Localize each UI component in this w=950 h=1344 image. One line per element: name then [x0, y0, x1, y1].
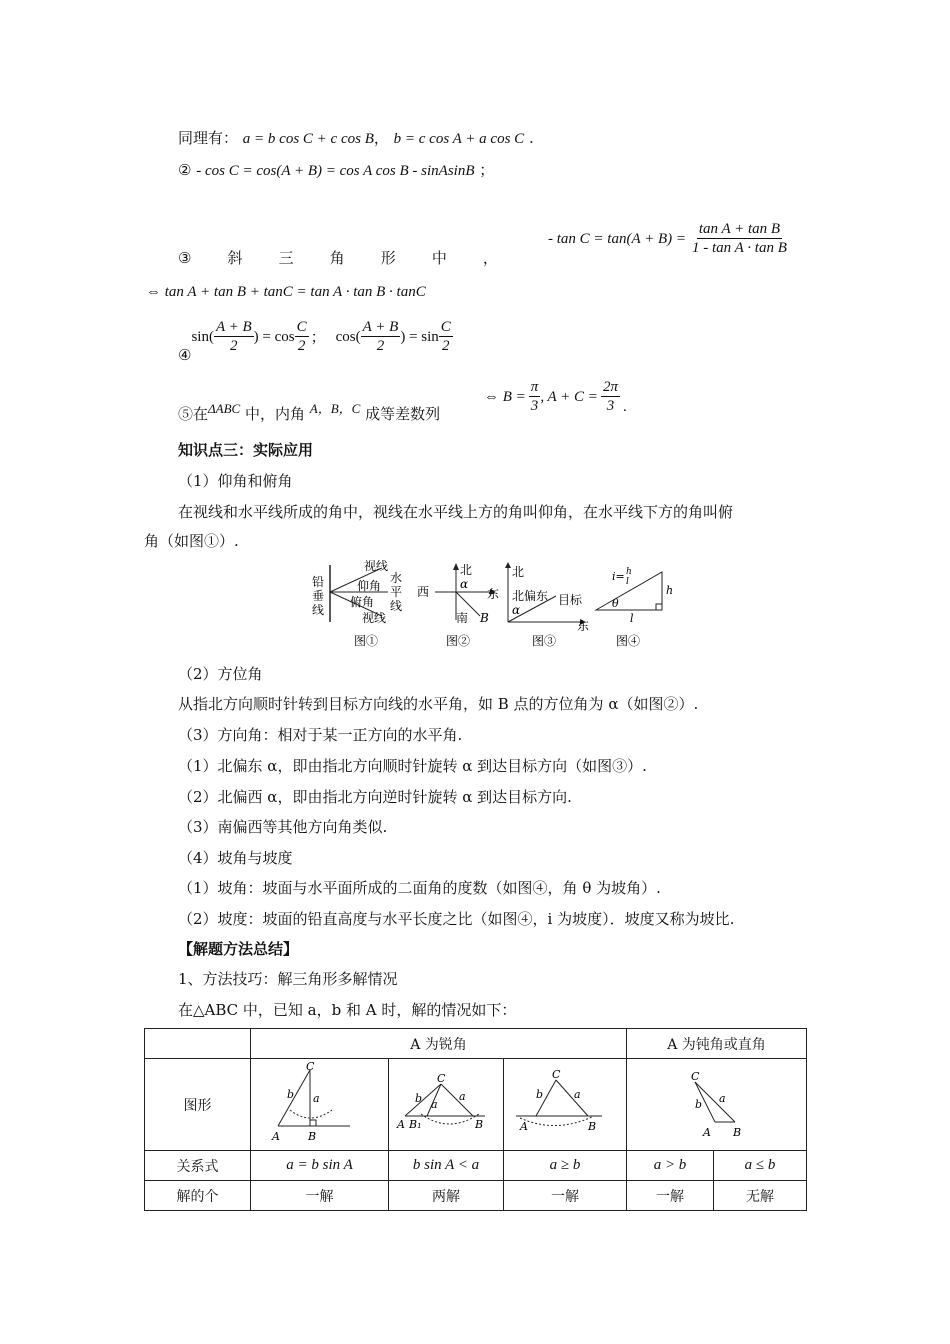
semicolon: ； [479, 161, 495, 179]
formula-line-5-text [178, 401, 441, 425]
tan-sum-identity: ⇔ tan A + tan B + tanC = tan A · tan B · tanC [146, 284, 426, 300]
fig-cell-1 [251, 1059, 389, 1151]
denominator: 1 - tan A · tan B [692, 240, 787, 256]
count-3: 一解 [504, 1181, 627, 1211]
sight1: 视线 [364, 560, 389, 573]
figure-two-solutions [391, 1060, 501, 1146]
fig-cell-4 [627, 1059, 807, 1151]
height: h [666, 584, 674, 597]
paragraph: （2）北偏西 α，即由指北方向逆时针旋转 α 到达目标方向. [178, 788, 572, 806]
east: 东 [577, 619, 590, 633]
paragraph: （1）北偏东 α，即由指北方向顺时针旋转 α 到达目标方向（如图③）. [178, 757, 647, 775]
char: 角 [329, 249, 345, 267]
fraction [439, 318, 453, 355]
label-b1: B₁ [409, 1117, 422, 1131]
table-row-relation [145, 1151, 807, 1181]
item-number: ② [178, 161, 192, 179]
char: 形 [380, 249, 396, 267]
sin-mid: ) = sin [400, 328, 439, 345]
numerator: 2π [602, 379, 618, 395]
paragraph: 从指北方向顺时针转到目标方向线的水平角，如 B 点的方位角为 α（如图②）. [178, 695, 699, 713]
equation-b: b = c cos A + a cos C [393, 131, 525, 147]
header-obtuse [627, 1029, 807, 1059]
cos-identity: - cos C = cos(A + B) = cos A cos B - sinAsinB [196, 163, 475, 179]
b-eq: ⇔ B = [484, 388, 526, 405]
row-label-count: 解的个 [145, 1181, 251, 1211]
label-a-point: A [520, 1119, 528, 1133]
vertical-1: 铅 [312, 575, 325, 589]
north: 北 [460, 563, 473, 577]
horiz-1: 水 [390, 571, 403, 585]
elevation: 仰角 [357, 579, 382, 593]
fraction [601, 378, 620, 415]
arithmetic-angle-formula [484, 378, 627, 415]
label-b-point: B [307, 1129, 316, 1143]
caption: 图④ [616, 634, 641, 648]
figure-4 [596, 567, 673, 648]
header-acute [251, 1029, 627, 1059]
count-1: 一解 [251, 1181, 389, 1211]
period: . [528, 129, 534, 147]
fraction [295, 318, 309, 355]
formula-line-4 [178, 318, 453, 364]
empty-header [145, 1029, 251, 1059]
label-a: a [574, 1087, 581, 1101]
paragraph: 在视线和水平线所成的角中，视线在水平线上方的角叫仰角，在水平线下方的角叫俯 [178, 503, 734, 521]
caption: 图② [446, 634, 471, 648]
label-b: b [694, 1097, 702, 1111]
vertical-3: 线 [312, 603, 325, 617]
separator: ； [310, 327, 326, 346]
triangle-abc: ΔABC [208, 401, 241, 416]
count-5: 无解 [714, 1181, 807, 1211]
table-header-row [145, 1029, 807, 1059]
header-obtuse-text: A 为钝角或直角 [667, 1036, 766, 1053]
sin-open: sin( [191, 328, 214, 345]
theta: θ [612, 597, 619, 610]
denominator: 2 [442, 338, 450, 354]
figure-right-triangle [260, 1060, 380, 1146]
denominator: 2 [230, 338, 238, 354]
label-c: C [437, 1071, 446, 1085]
method-title: 【解题方法总结】 [178, 940, 299, 958]
angles: A，B，C [309, 401, 361, 416]
label-a-point: A [271, 1129, 280, 1143]
paragraph: （3）南偏西等其他方向角类似. [178, 818, 388, 836]
relation-1: a = b sin A [251, 1151, 389, 1181]
relation-3: a ≥ b [504, 1151, 627, 1181]
numerator: A + B [362, 319, 399, 335]
equation-a: a = b cos C + c cos B [242, 131, 374, 147]
formula-line-2 [178, 160, 494, 181]
section-title: 知识点三：实际应用 [178, 441, 314, 459]
char: 中 [431, 249, 447, 267]
item-number: ④ [178, 345, 192, 364]
label-b-point: B [475, 1117, 484, 1131]
solution-cases-table [144, 1028, 807, 1211]
row-label-figure: 图形 [145, 1059, 251, 1151]
alpha: α [512, 603, 521, 617]
west: 西 [417, 585, 430, 599]
sight2: 视线 [362, 611, 387, 625]
l-den: l [626, 577, 629, 587]
caption: 图③ [532, 634, 557, 648]
denominator: 3 [530, 398, 539, 414]
label-b: b [536, 1087, 544, 1101]
label-a: a [312, 1091, 320, 1105]
relation-5: a ≤ b [714, 1151, 807, 1181]
label-c: C [552, 1067, 561, 1081]
fraction [529, 378, 541, 415]
count-2: 两解 [389, 1181, 504, 1211]
numerator: π [530, 379, 539, 395]
label-c: C [690, 1069, 699, 1083]
subsection-title: （1）仰角和俯角 [178, 472, 293, 490]
h-num: h [626, 567, 632, 577]
horiz-3: 线 [390, 599, 403, 613]
target: 目标 [558, 593, 583, 607]
item-number: ③ [178, 249, 192, 267]
paragraph: 角（如图①）. [144, 532, 239, 550]
text: 中，内角 [244, 405, 305, 423]
north-east: 北偏东 [512, 589, 549, 603]
cos-open: cos( [335, 328, 361, 345]
relation-2: b sin A < a [389, 1151, 504, 1181]
method-subtitle: 1、方法技巧：解三角形多解情况 [178, 970, 398, 988]
formula-line-1 [178, 128, 534, 149]
slope-i: i= [612, 570, 625, 583]
south: 南 [456, 611, 469, 625]
paragraph: （1）坡角：坡面与水平面所成的二面角的度数（如图④，角 θ 为坡角）. [178, 879, 661, 897]
row-label-relation: 关系式 [145, 1151, 251, 1181]
label-b: b [286, 1087, 294, 1101]
denominator: 2 [376, 338, 385, 354]
label-a: a [431, 1097, 438, 1111]
formula-line-3-text [178, 248, 498, 268]
char: ， [482, 249, 498, 267]
point-b: B [480, 611, 489, 625]
vertical-2: 垂 [312, 589, 325, 603]
table-row-figure [145, 1059, 807, 1151]
horiz-2: 平 [390, 585, 403, 599]
figure-obtuse [657, 1060, 777, 1146]
denominator: 3 [606, 398, 615, 414]
label-a-point: A [702, 1125, 711, 1139]
label-b-point: B [732, 1125, 741, 1139]
figure-1 [312, 560, 402, 648]
fig-cell-2 [389, 1059, 504, 1151]
figure-2 [417, 563, 499, 648]
alpha: α [460, 577, 469, 591]
prefix: 同理有： [178, 129, 239, 147]
subsection-title: （3）方向角：相对于某一正方向的水平角. [178, 726, 463, 744]
subsection-title: （2）方位角 [178, 665, 263, 683]
figure-3 [505, 562, 589, 648]
separator: ， [373, 129, 389, 147]
fraction [361, 318, 401, 355]
char: 斜 [227, 249, 243, 267]
length: l [630, 612, 634, 625]
numerator: C [296, 319, 307, 335]
caption: 图① [354, 634, 379, 648]
denominator: 2 [297, 338, 306, 354]
label-b: b [415, 1091, 423, 1105]
table-row-count [145, 1181, 807, 1211]
count-4: 一解 [627, 1181, 714, 1211]
north: 北 [512, 565, 525, 579]
east: 东 [487, 587, 500, 601]
label-b-point: B [588, 1119, 597, 1133]
tan-fraction [690, 220, 789, 257]
method-intro: 在△ABC 中，已知 a，b 和 A 时，解的情况如下： [178, 1001, 517, 1019]
paragraph: （2）坡度：坡面的铅直高度与水平长度之比（如图④，i 为坡度）．坡度又称为坡比. [178, 910, 735, 928]
item-number: ⑤在 [178, 405, 209, 423]
relation-4: a > b [627, 1151, 714, 1181]
tan-lhs: - tan C = tan(A + B) = [548, 230, 686, 247]
numerator: tan A + tan B [698, 221, 781, 237]
label-a: a [718, 1091, 726, 1105]
fraction [214, 318, 254, 355]
period: . [622, 398, 627, 415]
text: 成等差数列 [365, 405, 441, 423]
header-acute-text: A 为锐角 [410, 1036, 467, 1053]
subsection-title: （4）坡角与坡度 [178, 849, 293, 867]
ac-eq: , A + C = [540, 388, 598, 405]
figures-row [300, 560, 680, 652]
cos-mid: ) = cos [253, 328, 295, 345]
numerator: A + B [215, 319, 252, 335]
char: 三 [278, 249, 294, 267]
numerator: C [440, 319, 451, 335]
figure-one-solution [510, 1060, 620, 1146]
tan-identity [548, 220, 789, 257]
label-a2: a [459, 1089, 466, 1103]
fig-cell-3 [504, 1059, 627, 1151]
label-c: C [305, 1059, 314, 1073]
label-a-point: A [397, 1117, 405, 1131]
depression: 俯角 [350, 595, 375, 609]
